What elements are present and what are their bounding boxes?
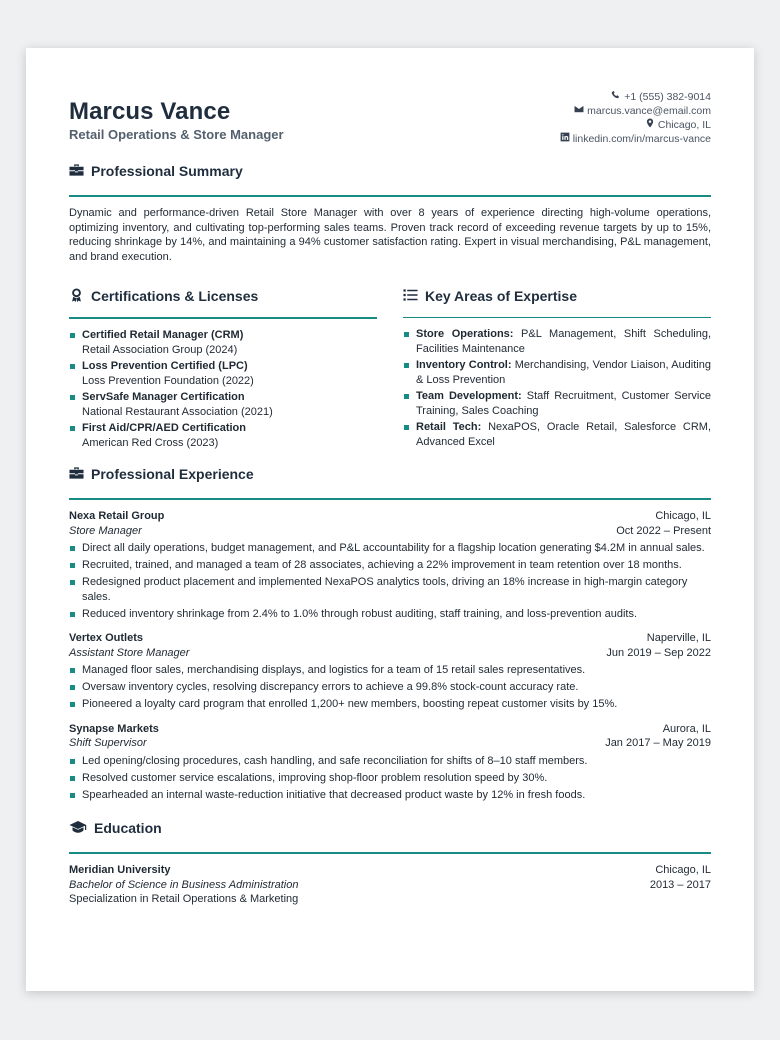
phone-icon (611, 90, 621, 104)
list-item: Reduced inventory shrinkage from 2.4% to 1.0% through robust auditing, staff training, and loss-prevention audits. (69, 607, 711, 622)
list-item: Led opening/closing procedures, cash handling, and safe reconciliation for shifts of 8–10 staff members. (69, 754, 711, 769)
education-section (69, 817, 711, 907)
section-divider (69, 195, 711, 197)
cert-org: Loss Prevention Foundation (2022) (82, 374, 254, 387)
job-role: Shift Supervisor (69, 737, 147, 749)
contact-location (560, 118, 711, 132)
education-specialization-row (69, 892, 711, 907)
job-header (69, 631, 711, 646)
list-item: Pioneered a loyalty card program that enrolled 1,200+ new members, boosting repeat customer visits by 15%. (69, 697, 711, 712)
expertise-key: Team Development: (416, 390, 522, 402)
candidate-title: Retail Operations & Store Manager (69, 127, 284, 142)
section-heading (69, 160, 711, 182)
list-item (69, 390, 377, 419)
contact-email (560, 104, 711, 118)
resume-page (26, 48, 754, 991)
job-header (69, 722, 711, 737)
list-item (69, 359, 377, 388)
cert-org: Retail Association Group (2024) (82, 343, 238, 356)
list-item: Managed floor sales, merchandising displays, and logistics for a team of 15 retail sales representatives. (69, 663, 711, 678)
candidate-name: Marcus Vance (69, 98, 231, 125)
job-dates: Jun 2019 – Sep 2022 (606, 646, 711, 659)
job-location: Aurora, IL (662, 722, 711, 735)
list-item (403, 389, 711, 418)
contact-block (560, 90, 711, 146)
briefcase-icon (69, 163, 84, 180)
job-subheader (69, 736, 711, 751)
section-heading (69, 817, 711, 839)
section-heading (69, 285, 377, 307)
section-divider (403, 317, 711, 318)
summary-heading: Professional Summary (91, 163, 243, 179)
contact-phone (560, 90, 711, 104)
job-role: Store Manager (69, 524, 142, 537)
email-icon (574, 104, 584, 118)
certifications-section (69, 285, 377, 452)
expertise-value: Merchandising, Vendor Liaison, Auditing & Loss Prevention (416, 359, 711, 386)
degree: Bachelor of Science in Business Administration (69, 878, 299, 891)
job-bullets (69, 754, 711, 803)
school-name: Meridian University (69, 864, 171, 876)
list-item (403, 358, 711, 387)
job-dates: Oct 2022 – Present (616, 524, 711, 537)
list-item: Oversaw inventory cycles, resolving discrepancy errors to achieve a 99.8% stock-count accuracy rate. (69, 680, 711, 695)
job-subheader (69, 646, 711, 661)
resume-header (69, 48, 711, 148)
expertise-value: P&L Management, Shift Scheduling, Facilities Maintenance (416, 328, 711, 355)
education-header (69, 863, 711, 878)
cert-name: Loss Prevention Certified (LPC) (82, 360, 248, 372)
job-company: Synapse Markets (69, 722, 159, 735)
job-entry (69, 509, 711, 621)
cert-org: American Red Cross (2023) (82, 436, 219, 449)
experience-heading: Professional Experience (91, 466, 254, 482)
list-item (69, 421, 377, 450)
section-divider (69, 498, 711, 500)
job-company: Nexa Retail Group (69, 510, 165, 522)
location-text: Chicago, IL (657, 118, 711, 131)
school-location: Chicago, IL (655, 864, 711, 876)
list-item: Recruited, trained, and managed a team of 28 associates, achieving a 22% improvement in team retention over 18 months. (69, 558, 711, 573)
linkedin-icon (560, 132, 570, 146)
job-entry (69, 631, 711, 712)
award-icon (69, 288, 84, 305)
certifications-heading: Certifications & Licenses (91, 288, 259, 304)
section-heading (69, 463, 711, 485)
list-item: Redesigned product placement and implemented NexaPOS analytics tools, driving an 18% increase in high-margin category sales. (69, 575, 711, 604)
job-role: Assistant Store Manager (69, 646, 190, 659)
cert-org: National Restaurant Association (2021) (82, 405, 273, 418)
job-location: Naperville, IL (646, 632, 711, 644)
cert-name: Certified Retail Manager (CRM) (82, 329, 244, 341)
expertise-value: NexaPOS, Oracle Retail, Salesforce CRM, Advanced Excel (416, 421, 712, 448)
summary-section (69, 160, 711, 264)
phone-text[interactable]: +1 (555) 382-9014 (624, 90, 711, 103)
expertise-list (403, 327, 711, 449)
graduation-cap-icon (69, 820, 87, 837)
expertise-key: Retail Tech: (416, 421, 482, 433)
section-divider (69, 852, 711, 854)
education-subheader (69, 878, 711, 893)
linkedin-text[interactable]: linkedin.com/in/marcus-vance (572, 132, 711, 145)
expertise-key: Store Operations: (416, 328, 514, 340)
contact-linkedin (560, 132, 711, 146)
expertise-heading: Key Areas of Expertise (425, 288, 577, 304)
specialization: Specialization in Retail Operations & Marketing (69, 893, 299, 905)
education-dates: 2013 – 2017 (649, 878, 711, 891)
job-dates: Jan 2017 – May 2019 (605, 737, 711, 749)
location-icon (645, 118, 655, 132)
expertise-value: Staff Recruitment, Customer Service Training, Sales Coaching (416, 390, 711, 417)
cert-name: ServSafe Manager Certification (82, 391, 245, 403)
email-text[interactable]: marcus.vance@email.com (587, 104, 711, 117)
briefcase-icon (69, 466, 84, 483)
job-location: Chicago, IL (655, 510, 711, 522)
list-item (403, 327, 711, 356)
certifications-list (69, 328, 377, 450)
section-heading (403, 285, 711, 307)
expertise-key: Inventory Control: (416, 359, 512, 371)
job-company: Vertex Outlets (69, 632, 143, 644)
section-divider (69, 317, 377, 319)
list-item (403, 420, 711, 449)
list-item (69, 328, 377, 357)
job-bullets (69, 541, 711, 621)
two-column-section (69, 285, 711, 452)
job-subheader (69, 524, 711, 539)
summary-text: Dynamic and performance-driven Retail Store Manager with over 8 years of experience directing high-volume operations, optimizing inventory, and cultivating top-performing sales teams. Proven track record of exceeding revenue targets by up to 15%, reducing shrinkage by 14%, and maintaining a 94% customer satisfaction rating. Expert in visual merchandising, P&L management, and brand execution. (69, 207, 711, 263)
expertise-section (403, 285, 711, 452)
list-item: Resolved customer service escalations, improving shop-floor problem resolution speed by 30%. (69, 771, 711, 786)
cert-name: First Aid/CPR/AED Certification (82, 422, 246, 434)
job-entry (69, 722, 711, 803)
education-entry (69, 863, 711, 907)
experience-section (69, 463, 711, 802)
job-bullets (69, 663, 711, 712)
list-icon (403, 288, 418, 305)
list-item: Direct all daily operations, budget management, and P&L accountability for a flagship location generating $4.2M in annual sales. (69, 541, 711, 556)
job-header (69, 509, 711, 524)
list-item: Spearheaded an internal waste-reduction initiative that decreased product waste by 12% in fresh foods. (69, 788, 711, 803)
education-heading: Education (94, 820, 162, 836)
